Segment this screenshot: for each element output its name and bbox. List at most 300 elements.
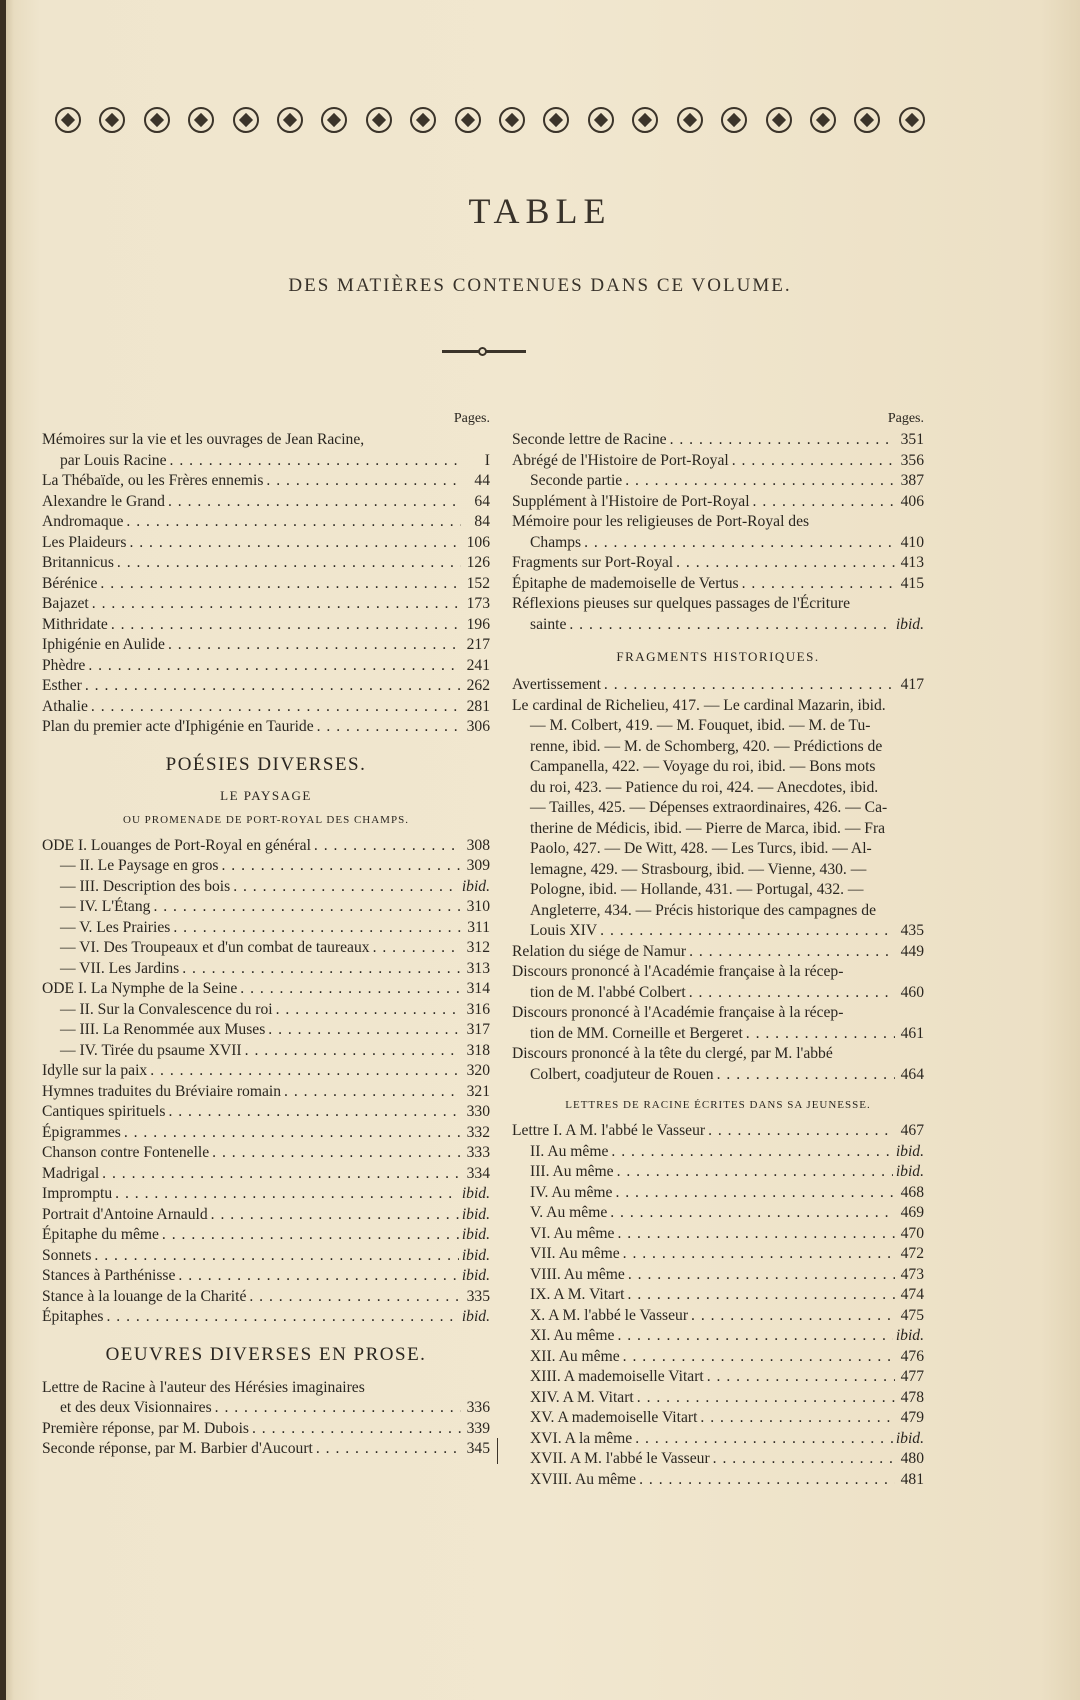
dot-leader: [211, 1205, 459, 1226]
dot-leader: [635, 1429, 893, 1450]
toc-paragraph-line: — Tailles, 425. — Dépenses extraordinaires, 426. — Ca-: [530, 799, 888, 816]
toc-entry-page: 281: [466, 697, 490, 715]
toc-entry: [512, 1244, 924, 1265]
toc-entry-title: — II. Le Paysage en gros: [60, 857, 219, 874]
dot-leader: [124, 1123, 461, 1144]
toc-entry-page: ibid.: [461, 1267, 490, 1284]
toc-entry: [42, 635, 490, 656]
dot-leader: [569, 615, 892, 636]
toc-entry-page: 464: [900, 1065, 924, 1083]
toc-entry-title: Impromptu: [42, 1185, 113, 1202]
toc-entry: [42, 938, 490, 959]
dot-leader: [314, 836, 461, 857]
toc-entry: [42, 856, 490, 877]
toc-entry: [512, 1449, 924, 1470]
toc-entry-title: Fragments sur Port-Royal: [512, 554, 674, 571]
toc-entry-page: 345: [466, 1440, 490, 1457]
toc-entry: [512, 1142, 924, 1163]
toc-entry-page: 336: [466, 1399, 490, 1416]
toc-entry-title: XV. A mademoiselle Vitart: [530, 1409, 698, 1426]
dot-leader: [111, 615, 461, 636]
toc-entry: [42, 897, 490, 918]
toc-entry: [512, 492, 924, 513]
dot-leader: [284, 1082, 461, 1103]
toc-entry-title: Épitaphe du même: [42, 1226, 159, 1243]
ornament-icon: [543, 107, 569, 133]
toc-entry-title: Colbert, coadjuteur de Rouen: [530, 1065, 714, 1083]
toc-entry-page: 84: [474, 513, 490, 530]
toc-entry-page: 481: [900, 1470, 924, 1488]
toc-paragraph-line: du roi, 423. — Patience du roi, 424. — Anecdotes, ibid.: [530, 778, 879, 796]
section-subtitle-promenade: OU PROMENADE DE PORT-ROYAL DES CHAMPS.: [123, 813, 409, 826]
dot-leader: [637, 1388, 895, 1409]
toc-entry: [512, 1203, 924, 1224]
toc-entry-page: 470: [900, 1224, 924, 1242]
toc-entry: [42, 836, 490, 857]
ornament-icon: [277, 107, 303, 133]
toc-entry: [512, 574, 924, 595]
toc-entry: [42, 574, 490, 595]
toc-entry-title: IV. Au même: [530, 1183, 613, 1201]
toc-entry-title: XVIII. Au même: [530, 1470, 637, 1488]
pages-header: Pages.: [887, 411, 924, 426]
header-ornament: [55, 105, 925, 135]
toc-entry-page: 478: [900, 1388, 924, 1406]
dot-leader: [107, 1307, 459, 1328]
dot-leader: [373, 938, 461, 959]
toc-entry: [42, 877, 490, 898]
dot-leader: [746, 1024, 895, 1045]
dot-leader: [170, 451, 461, 472]
ornament-icon: [188, 107, 214, 133]
toc-entry-title: Seconde partie: [530, 472, 623, 489]
toc-entry-page: 262: [466, 677, 490, 694]
toc-entry-page: 480: [900, 1450, 924, 1467]
toc-paragraph-line: renne, ibid. — M. de Schomberg, 420. — Prédictions de: [530, 737, 883, 755]
toc-entry-title: Supplément à l'Histoire de Port-Royal: [512, 492, 750, 510]
toc-entry-title: Relation du siége de Namur: [512, 942, 687, 960]
toc-entry: [42, 1020, 490, 1041]
dot-leader: [182, 959, 461, 980]
toc-entry-title: Épitaphe de mademoiselle de Vertus: [512, 574, 739, 592]
toc-entry: [42, 533, 490, 554]
toc-entry-continuation: [512, 1024, 924, 1045]
dot-leader: [168, 635, 461, 656]
dot-leader: [700, 1408, 895, 1429]
dot-leader: [617, 1326, 892, 1347]
toc-entry: [42, 676, 490, 697]
toc-entry: [512, 1162, 924, 1183]
ornament-icon: [233, 107, 259, 133]
ornament-icon: [410, 107, 436, 133]
toc-entry: [42, 553, 490, 574]
toc-entry: [42, 1184, 490, 1205]
toc-entry-title: par Louis Racine: [60, 451, 167, 469]
toc-entry-continuation: [512, 615, 924, 636]
toc-entry-title: Épitaphes: [42, 1308, 104, 1325]
page-subtitle: DES MATIÈRES CONTENUES DANS CE VOLUME.: [288, 275, 792, 296]
toc-entry-page: 475: [900, 1306, 924, 1324]
toc-entry-page: 413: [900, 554, 924, 571]
dot-leader: [233, 877, 459, 898]
toc-entry-page: 410: [900, 533, 924, 551]
toc-entry-title: Seconde réponse, par M. Barbier d'Aucourt: [42, 1440, 313, 1457]
toc-entry-title: — II. Sur la Convalescence du roi: [60, 1000, 273, 1018]
toc-entry-title: Athalie: [42, 697, 88, 715]
dot-leader: [100, 574, 461, 595]
toc-entry-title: Iphigénie en Aulide: [42, 636, 165, 653]
toc-entry: [512, 451, 924, 472]
ornament-icon: [854, 107, 880, 133]
toc-entry-title: Cantiques spirituels: [42, 1103, 166, 1120]
toc-paragraph-line: Paolo, 427. — De Witt, 428. — Les Turcs, ibid. — Al-: [530, 840, 872, 857]
toc-entry-title: XIV. A M. Vitart: [530, 1388, 634, 1406]
dot-leader: [600, 921, 895, 942]
dot-leader: [689, 983, 895, 1004]
toc-entry-title: Lettre de Racine à l'auteur des Hérésies imaginaires: [42, 1378, 365, 1396]
ornament-icon: [144, 107, 170, 133]
page-title: TABLE: [468, 191, 612, 231]
dot-leader: [245, 1041, 461, 1062]
toc-entry-title: Première réponse, par M. Dubois: [42, 1419, 249, 1437]
toc-entry: [42, 1164, 490, 1185]
toc-paragraph-line: Pologne, ibid. — Hollande, 431. — Portugal, 432. —: [530, 881, 864, 898]
toc-entry-page: ibid.: [895, 1429, 924, 1447]
toc-entry-page: 351: [900, 431, 924, 448]
toc-entry-title: VII. Au même: [530, 1245, 620, 1262]
toc-entry-title: Louis XIV: [530, 922, 598, 939]
toc-paragraph-fragments: [512, 696, 924, 922]
toc-entry-title: Andromaque: [42, 513, 124, 530]
toc-entry-page: ibid.: [461, 1226, 490, 1243]
toc-entry: [512, 1285, 924, 1306]
toc-entry-title: ODE I. Louanges de Port-Royal en général: [42, 836, 311, 854]
toc-list-plays: [42, 430, 490, 738]
toc-entry-title: Discours prononcé à l'Académie française à la récep-: [512, 1004, 844, 1021]
toc-entry-page: 333: [466, 1144, 490, 1161]
dot-leader: [126, 512, 461, 533]
toc-entry: [42, 1082, 490, 1103]
toc-entry-title: — III. Description des bois: [60, 877, 231, 895]
toc-entry: [42, 594, 490, 615]
divider-ornament: [442, 350, 526, 353]
toc-entry: [512, 430, 924, 451]
toc-entry-page: 314: [466, 980, 490, 997]
toc-entry-page: 196: [466, 615, 490, 633]
toc-entry: [42, 979, 490, 1000]
dot-leader: [708, 1121, 895, 1142]
toc-paragraph-line: lemagne, 429. — Strasbourg, ibid. — Vienne, 430. —: [530, 860, 867, 878]
toc-entry-page: 316: [466, 1000, 490, 1018]
toc-entry: [42, 1123, 490, 1144]
binding-edge: [0, 0, 6, 1700]
toc-paragraph-line: Le cardinal de Richelieu, 417. — Le cardinal Mazarin, ibid.: [512, 696, 886, 714]
toc-entry-title: XVI. A la même: [530, 1429, 633, 1447]
ornament-icon: [899, 107, 925, 133]
toc-entry-page: 356: [900, 451, 924, 469]
toc-entry: [42, 1225, 490, 1246]
dot-leader: [670, 430, 895, 451]
toc-paragraph-line: Angleterre, 434. — Précis historique des campagnes de: [530, 901, 876, 919]
toc-entry-title: Esther: [42, 677, 82, 694]
toc-entry-page: ibid.: [895, 1327, 924, 1344]
toc-entry-page: 330: [466, 1103, 490, 1120]
toc-list-prose: [42, 1378, 490, 1460]
dot-leader: [732, 451, 895, 472]
ornament-icon: [721, 107, 747, 133]
toc-entry-title: III. Au même: [530, 1163, 614, 1180]
toc-paragraph-line: — M. Colbert, 419. — M. Fouquet, ibid. — M. de Tu-: [530, 717, 871, 734]
dot-leader: [240, 979, 461, 1000]
toc-entry-page: 64: [474, 492, 490, 510]
dot-leader: [92, 594, 461, 615]
toc-entry-title: — IV. L'Étang: [60, 898, 151, 915]
toc-entry-page: 44: [474, 472, 490, 489]
toc-entry: [42, 512, 490, 533]
toc-entry: [42, 1143, 490, 1164]
dot-leader: [276, 1000, 461, 1021]
toc-entry-title: Mithridate: [42, 615, 108, 633]
toc-entry-page: 417: [900, 676, 924, 693]
toc-entry: [512, 1326, 924, 1347]
toc-entry-continuation: [512, 533, 924, 554]
toc-entry-title: VI. Au même: [530, 1224, 615, 1242]
dot-leader: [625, 471, 895, 492]
toc-entry-page: 477: [900, 1368, 924, 1385]
toc-entry: [42, 1266, 490, 1287]
toc-entry-title: Avertissement: [512, 676, 601, 693]
toc-entry: [512, 1429, 924, 1450]
toc-entry: [42, 1287, 490, 1308]
toc-entry-title: — III. La Renommée aux Muses: [60, 1021, 266, 1038]
toc-entry-page: ibid.: [461, 1185, 490, 1202]
toc-entry-title: — VII. Les Jardins: [60, 959, 180, 977]
toc-entry-title: X. A M. l'abbé le Vasseur: [530, 1306, 689, 1324]
toc-entry: [42, 1419, 490, 1440]
dot-leader: [85, 676, 461, 697]
toc-entry: [512, 1265, 924, 1286]
toc-entry: [512, 675, 924, 696]
ornament-icon: [321, 107, 347, 133]
dot-leader: [639, 1470, 895, 1491]
toc-entry-page: 334: [466, 1164, 490, 1182]
toc-entry: [512, 962, 924, 983]
toc-entry-title: XII. Au même: [530, 1347, 620, 1365]
dot-leader: [615, 1183, 895, 1204]
toc-entry: [512, 1044, 924, 1065]
toc-entry-page: 313: [466, 959, 490, 977]
dot-leader: [691, 1306, 895, 1327]
toc-entry-title: Chanson contre Fontenelle: [42, 1144, 210, 1161]
toc-entry-title: tion de M. l'abbé Colbert: [530, 983, 686, 1001]
dot-leader: [628, 1285, 895, 1306]
toc-entry-page: 310: [466, 898, 490, 915]
pages-header: Pages.: [453, 411, 490, 426]
dot-leader: [162, 1225, 459, 1246]
toc-entry-title: Réflexions pieuses sur quelques passages de l'Écriture: [512, 595, 850, 612]
dot-leader: [742, 574, 895, 595]
toc-entry-continuation: [512, 983, 924, 1004]
toc-entry: [42, 1102, 490, 1123]
dot-leader: [268, 1020, 461, 1041]
dot-leader: [173, 918, 461, 939]
dot-leader: [168, 1102, 461, 1123]
toc-entry-title: — IV. Tirée du psaume XVII: [60, 1041, 242, 1059]
toc-entry: [42, 1000, 490, 1021]
ornament-icon: [99, 107, 125, 133]
toc-entry-page: 126: [466, 554, 490, 571]
toc-entry-title: Hymnes traduites du Bréviaire romain: [42, 1082, 282, 1100]
section-title-fragments: FRAGMENTS HISTORIQUES.: [616, 649, 820, 664]
toc-entry-page: 106: [466, 533, 490, 551]
section-title-paysage: LE PAYSAGE: [220, 787, 312, 803]
toc-entry-page: 317: [466, 1021, 490, 1038]
right-column: [512, 408, 924, 1490]
toc-list-lettres: [512, 1121, 924, 1490]
toc-entry-page: 406: [900, 492, 924, 510]
toc-entry: [512, 512, 924, 533]
toc-entry-title: La Thébaïde, ou les Frères ennemis: [42, 472, 264, 489]
toc-entry: [512, 1224, 924, 1245]
dot-leader: [628, 1265, 895, 1286]
dot-leader: [212, 1143, 461, 1164]
toc-entry-page: 476: [900, 1347, 924, 1365]
toc-entry-page: 312: [466, 939, 490, 956]
toc-entry-page: I: [484, 451, 490, 469]
toc-entry-title: Alexandre le Grand: [42, 492, 165, 510]
toc-entry-title: Mémoire pour les religieuses de Port-Royal des: [512, 513, 810, 530]
section-title-poesies: POÉSIES DIVERSES.: [165, 753, 367, 775]
dot-leader: [676, 553, 895, 574]
dot-leader: [215, 1398, 461, 1419]
toc-entry-page: ibid.: [461, 1205, 490, 1223]
toc-entry-page: ibid.: [461, 1308, 490, 1325]
dot-leader: [150, 1061, 461, 1082]
toc-entry: [512, 921, 924, 942]
toc-entry-page: 469: [900, 1204, 924, 1221]
toc-entry: [512, 471, 924, 492]
toc-entry-title: XVII. A M. l'abbé le Vasseur: [530, 1450, 710, 1467]
toc-entry-page: ibid.: [461, 877, 490, 895]
toc-list-poems: [42, 1061, 490, 1328]
dot-leader: [584, 533, 895, 554]
toc-entry-page: 152: [466, 574, 490, 592]
toc-entry-page: 474: [900, 1286, 924, 1303]
ornament-icon: [588, 107, 614, 133]
toc-entry-page: 332: [466, 1123, 490, 1141]
toc-entry-page: 308: [466, 836, 490, 854]
toc-entry: [512, 1347, 924, 1368]
toc-entry-page: 318: [466, 1041, 490, 1059]
toc-entry: [512, 1367, 924, 1388]
toc-entry-title: Seconde lettre de Racine: [512, 431, 667, 448]
toc-entry-title: Plan du premier acte d'Iphigénie en Tauride: [42, 718, 314, 735]
ornament-icon: [810, 107, 836, 133]
toc-entry: [42, 1307, 490, 1328]
toc-entry-title: Discours prononcé à la tête du clergé, par M. l'abbé: [512, 1045, 833, 1062]
dot-leader: [88, 656, 461, 677]
dot-leader: [623, 1244, 895, 1265]
dot-leader: [707, 1367, 895, 1388]
column-divider: [497, 1438, 498, 1464]
dot-leader: [611, 1142, 892, 1163]
toc-entry: [42, 1246, 490, 1267]
toc-entry-title: Britannicus: [42, 554, 114, 571]
dot-leader: [689, 942, 895, 963]
dot-leader: [753, 492, 895, 513]
toc-entry: [512, 942, 924, 963]
toc-entry-page: 309: [466, 857, 490, 874]
toc-entry: [42, 717, 490, 738]
toc-entry: [42, 656, 490, 677]
dot-leader: [266, 471, 461, 492]
toc-list-avertissement: [512, 675, 924, 696]
toc-paragraph-line: Campanella, 422. — Voyage du roi, ibid. — Bons mots: [530, 758, 876, 775]
dot-leader: [94, 1246, 458, 1267]
toc-entry: [512, 1306, 924, 1327]
toc-entry-page: 173: [466, 595, 490, 612]
left-column: [42, 408, 490, 1460]
toc-list-odes-paysage: [42, 836, 490, 980]
toc-list-odes: [42, 979, 490, 1061]
ornament-icon: [632, 107, 658, 133]
toc-entry-title: II. Au même: [530, 1142, 609, 1160]
toc-entry: [42, 918, 490, 939]
toc-entry: [512, 1388, 924, 1409]
dot-leader: [317, 717, 461, 738]
toc-entry-page: 241: [466, 656, 490, 674]
ornament-icon: [55, 107, 81, 133]
toc-entry-title: XIII. A mademoiselle Vitart: [530, 1368, 704, 1385]
toc-entry-title: V. Au même: [530, 1204, 608, 1221]
toc-entry: [42, 1041, 490, 1062]
toc-entry-page: 321: [466, 1082, 490, 1100]
toc-entry-page: 472: [900, 1245, 924, 1262]
toc-entry: [42, 1378, 490, 1399]
toc-entry-page: 217: [466, 636, 490, 653]
toc-entry-page: 461: [900, 1024, 924, 1042]
toc-list-port-royal: [512, 430, 924, 635]
dot-leader: [623, 1347, 895, 1368]
toc-entry-title: Portrait d'Antoine Arnauld: [42, 1205, 208, 1223]
toc-list-louis-xiv: [512, 921, 924, 942]
toc-entry-title: Phèdre: [42, 656, 86, 674]
ornament-icon: [677, 107, 703, 133]
section-title-oeuvres: OEUVRES DIVERSES EN PROSE.: [105, 1343, 427, 1365]
toc-entry-title: Idylle sur la paix: [42, 1062, 148, 1079]
dot-leader: [115, 1184, 459, 1205]
dot-leader: [617, 1224, 895, 1245]
toc-entry-continuation: [42, 451, 490, 472]
toc-paragraph-line: therine de Médicis, ibid. — Pierre de Marca, ibid. — Fra: [530, 819, 886, 837]
toc-entry-title: Bajazet: [42, 595, 89, 612]
dot-leader: [617, 1162, 893, 1183]
toc-entry-title: Épigrammes: [42, 1123, 121, 1141]
toc-entry: [42, 697, 490, 718]
toc-entry-title: Stance à la louange de la Charité: [42, 1287, 247, 1305]
toc-entry-continuation: [42, 1398, 490, 1419]
toc-entry-title: ODE I. La Nymphe de la Seine: [42, 980, 238, 997]
toc-entry: [42, 430, 490, 451]
ornament-icon: [499, 107, 525, 133]
toc-entry-continuation: [512, 1065, 924, 1086]
toc-entry-title: VIII. Au même: [530, 1265, 625, 1283]
toc-entry: [512, 1470, 924, 1491]
dot-leader: [102, 1164, 461, 1185]
toc-entry-page: 468: [900, 1183, 924, 1201]
toc-entry-title: Stances à Parthénisse: [42, 1267, 176, 1284]
toc-entry-title: et des deux Visionnaires: [60, 1399, 212, 1416]
